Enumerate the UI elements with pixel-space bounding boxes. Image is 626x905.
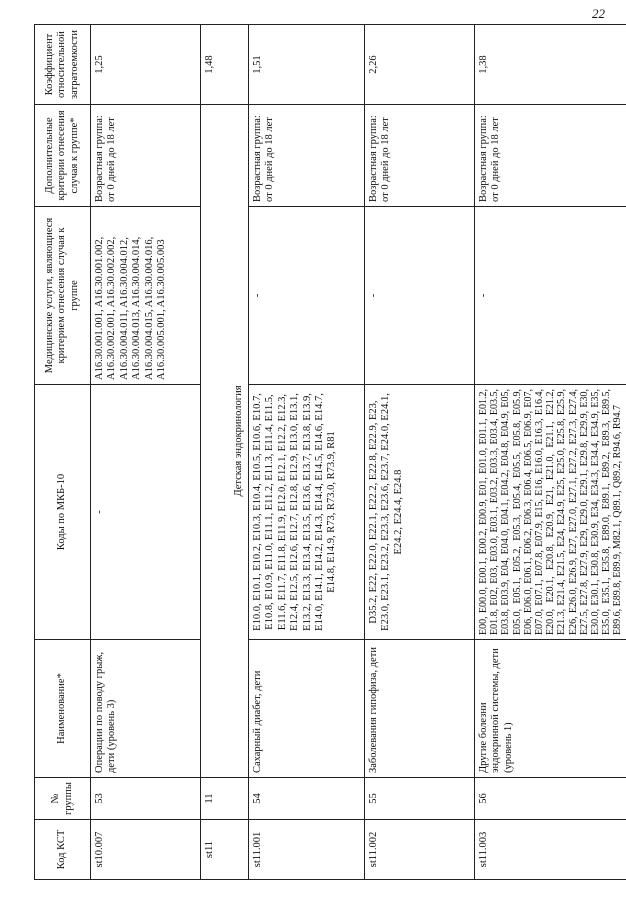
cell-code: st11 bbox=[201, 820, 249, 880]
section-title bbox=[201, 105, 249, 778]
cell-group-no: 11 bbox=[201, 778, 249, 820]
cell-mkb: E00, E00.0, E00.1, E00.2, E00.9, E01, E01.0, E01.1, E01.2, E01.8, E02, E03, E03.0, E03.1, E03.2, E03.3, E03.4, E03.5, E03.8, E03.9, E04, E04.0, E04.1, E04.2, E04.8, E04.9, E05, E05.0, E05.1, E05.2, E05.3, E05.4, E05.5, E05.8, E05.9, E06, E06.0, E06.1, E06.2, E06.3, E06.4, E06.5, E06.9, E07, E07.0, E07.1, E07.8, E07.9, E15, E16, E16.0, E16.3, E16.4, E20.0, E20.1, E20.8, E20.9, E21, E21.0, E21.1, E21.2, E21.3, E21.4, E21.5, E24, E24.9, E25, E25.0, E25.8, E25.9, E26, E26.0, E26.9, E27, E27.0, E27.1, E27.2, E27.3, E27.4, E27.5, E27.8, E27.9, E29, E29.0, E29.1, E29.8, E29.9, E30, E30.0, E30.1, E30.8, E30.9, E34, E34.3, E34.4, E34.9, E35, E35.0, E35.1, E35.8, E89.0, E89.1, E89.2, E89.3, E89.5, E89.6, E89.8, E89.9, M82.1, Q89.1, Q89.2, R94.6, R94.7 bbox=[475, 385, 626, 640]
rotated-table-container bbox=[34, 25, 624, 880]
cell-group-no: 54 bbox=[249, 778, 365, 820]
cell-group-no: 56 bbox=[475, 778, 626, 820]
table-row bbox=[91, 25, 201, 880]
page-number: 22 bbox=[592, 6, 605, 21]
cell-extra: Возрастная группа: от 0 дней до 18 лет bbox=[475, 105, 626, 207]
cell-group-no: 53 bbox=[91, 778, 201, 820]
cell-extra: Возрастная группа: от 0 дней до 18 лет bbox=[249, 105, 365, 207]
cell-code: st11.003 bbox=[475, 820, 626, 880]
cell-mkb: E10.0, E10.1, E10.2, E10.3, E10.4, E10.5, E10.6, E10.7, E10.8, E10.9, E11.0, E11.1, E11.2, E11.3, E11.4, E11.5, E11.6, E11.7, E11.8, E11.9, E12.0, E12.1, E12.2, E12.3, E12.4, E12.5, E12.6, E12.7, E12.8, E12.9, E13.0, E13.1, E13.2, E13.3, E13.4, E13.5, E13.6, E13.7, E13.8, E13.9, E14.0, E14.1, E14.2, E14.3, E14.4, E14.5, E14.6, E14.7, E14.8, E14.9, R73, R73.0, R73.9, R81 bbox=[249, 385, 365, 640]
cell-services: - bbox=[249, 207, 365, 385]
cell-name: Другие болезни эндокринной системы, дети (уровень 1) bbox=[475, 640, 626, 778]
table-header-row bbox=[35, 25, 91, 880]
cell-mkb: D35.2, E22, E22.0, E22.1, E22.2, E22.8, E22.9, E23, E23.0, E23.1, E23.2, E23.3, E23.6, E23.7, E24.0, E24.1, E24.2, E24.4, E24.8 bbox=[365, 385, 475, 640]
section-title-text: Детская эндокринология bbox=[232, 385, 244, 497]
cell-name: Операции по поводу грыж, дети (уровень 3) bbox=[91, 640, 201, 778]
cell-name: Заболевания гипофиза, дети bbox=[365, 640, 475, 778]
header-code: Код КСТ bbox=[35, 820, 91, 880]
cell-extra: Возрастная группа: от 0 дней до 18 лет bbox=[91, 105, 201, 207]
table-row bbox=[249, 25, 365, 880]
table-row bbox=[365, 25, 475, 880]
header-group-no: № группы bbox=[35, 778, 91, 820]
cell-coef: 1,48 bbox=[201, 25, 249, 105]
cell-coef: 2,26 bbox=[365, 25, 475, 105]
table-row-section bbox=[201, 25, 249, 880]
cell-services: - bbox=[475, 207, 626, 385]
table-row bbox=[475, 25, 626, 880]
header-extra: Дополнительные критерии отнесения случая к группе* bbox=[35, 105, 91, 207]
cell-coef: 1,25 bbox=[91, 25, 201, 105]
cell-code: st11.002 bbox=[365, 820, 475, 880]
cell-code: st10.007 bbox=[91, 820, 201, 880]
ksg-table bbox=[34, 24, 626, 880]
header-services: Медицинские услуги, являющиеся критерием отнесения случая к группе bbox=[35, 207, 91, 385]
cell-mkb: - bbox=[91, 385, 201, 640]
cell-coef: 1,51 bbox=[249, 25, 365, 105]
header-name: Наименование* bbox=[35, 640, 91, 778]
cell-coef: 1,38 bbox=[475, 25, 626, 105]
header-coef: Коэффициент относительной затратоемкости bbox=[35, 25, 91, 105]
cell-name: Сахарный диабет, дети bbox=[249, 640, 365, 778]
cell-services: A16.30.001.001, A16.30.001.002, A16.30.002.001, A16.30.002.002, A16.30.004.011, A16.30.004.012, A16.30.004.013, A16.30.004.014, A16.30.004.015, A16.30.004.016, A16.30.005.001, A16.30.005.003 bbox=[91, 207, 201, 385]
cell-code: st11.001 bbox=[249, 820, 365, 880]
cell-services: - bbox=[365, 207, 475, 385]
header-mkb: Коды по МКБ-10 bbox=[35, 385, 91, 640]
cell-group-no: 55 bbox=[365, 778, 475, 820]
cell-extra: Возрастная группа: от 0 дней до 18 лет bbox=[365, 105, 475, 207]
